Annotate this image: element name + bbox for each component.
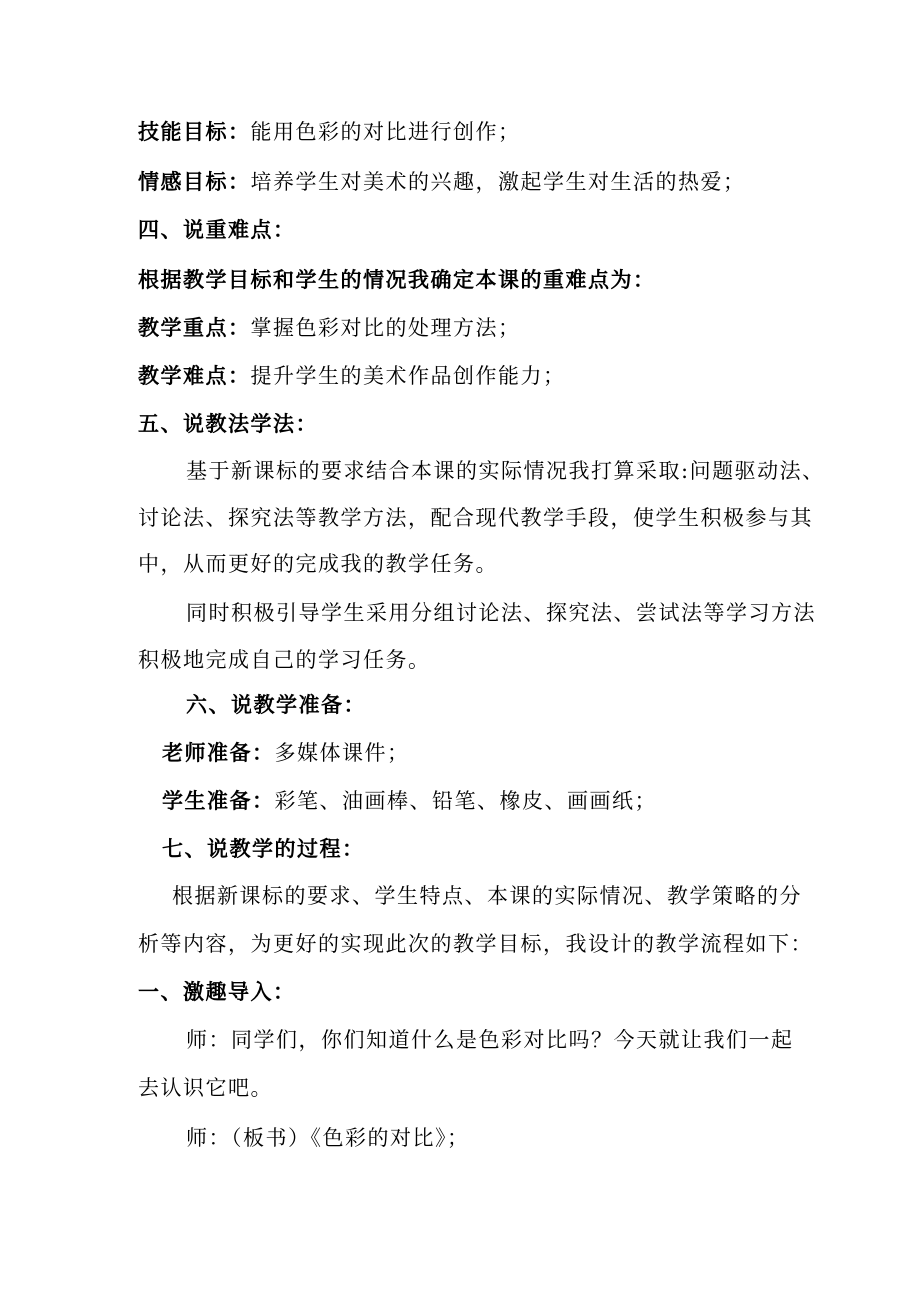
paragraph-line: 基于新课标的要求结合本课的实际情况我打算采取:问题驱动法、 — [186, 459, 825, 483]
key-point-text: 掌握色彩对比的处理方法； — [250, 316, 521, 340]
skill-goal-label: 技能目标： — [138, 119, 251, 144]
paragraph-line: 积极地完成自己的学习任务。 — [138, 648, 431, 672]
student-prep-label: 学生准备： — [162, 788, 275, 813]
paragraph-line: 中，从而更好的完成我的教学任务。 — [138, 552, 498, 576]
paragraph-line: 同时积极引导学生采用分组讨论法、探究法、尝试法等学习方法 — [186, 601, 816, 625]
emotion-goal-label: 情感目标： — [138, 169, 251, 194]
part1-heading: 一、激趣导入： — [138, 979, 296, 1004]
teacher-board-line: 师：（板书）《色彩的对比》； — [186, 1126, 470, 1150]
skill-goal-text: 能用色彩的对比进行创作； — [250, 120, 521, 144]
emotion-goal-line — [138, 167, 746, 197]
student-prep-line — [162, 786, 657, 816]
section7-heading: 七、说教学的过程： — [162, 836, 365, 861]
key-point-line — [138, 313, 521, 343]
paragraph-line: 析等内容，为更好的实现此次的教学目标，我设计的教学流程如下： — [138, 932, 813, 956]
paragraph-line: 根据新课标的要求、学生特点、本课的实际情况、教学策略的分 — [172, 884, 802, 908]
paragraph-line: 去认识它吧。 — [138, 1076, 273, 1100]
difficult-point-line — [138, 361, 566, 391]
skill-goal-line — [138, 117, 521, 147]
section4-heading: 四、说重难点： — [138, 217, 296, 242]
teacher-prep-line — [162, 738, 410, 768]
section4-intro: 根据教学目标和学生的情况我确定本课的重难点为： — [138, 267, 656, 292]
key-point-label: 教学重点： — [138, 315, 251, 340]
emotion-goal-text: 培养学生对美术的兴趣，激起学生对生活的热爱； — [250, 170, 746, 194]
teacher-prep-text: 多媒体课件； — [274, 741, 410, 765]
section5-heading: 五、说教法学法： — [138, 411, 318, 436]
student-prep-text: 彩笔、油画棒、铅笔、橡皮、画画纸； — [274, 789, 657, 813]
paragraph-line: 师：同学们，你们知道什么是色彩对比吗？今天就让我们一起 — [186, 1028, 794, 1052]
teacher-prep-label: 老师准备： — [162, 740, 275, 765]
difficult-point-text: 提升学生的美术作品创作能力； — [250, 364, 566, 388]
section6-heading: 六、说教学准备： — [186, 692, 366, 717]
difficult-point-label: 教学难点： — [138, 363, 251, 388]
paragraph-line: 讨论法、探究法等教学方法，配合现代教学手段，使学生积极参与其 — [138, 506, 813, 530]
